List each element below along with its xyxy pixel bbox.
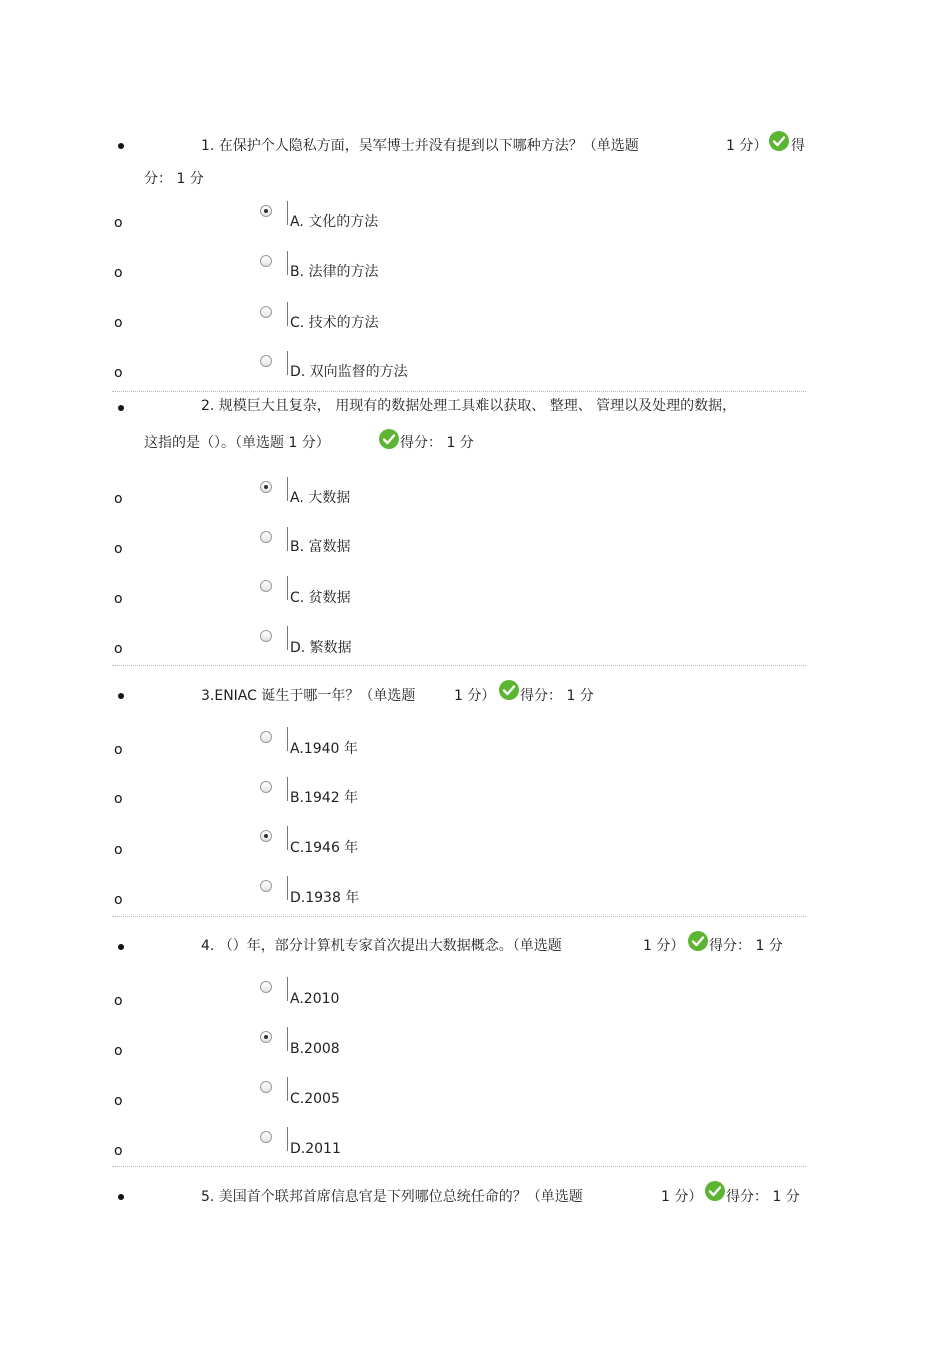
check-circle-icon <box>379 429 399 449</box>
question-3-points: 1 分） <box>454 688 496 704</box>
divider <box>287 576 288 600</box>
option-label: D. 双向监督的方法 <box>290 364 408 380</box>
radio-button[interactable] <box>260 880 272 892</box>
divider <box>287 826 288 850</box>
list-marker: o <box>114 315 123 331</box>
list-marker: o <box>114 491 123 507</box>
radio-button[interactable] <box>260 830 272 842</box>
radio-button[interactable] <box>260 731 272 743</box>
radio-button[interactable] <box>260 981 272 993</box>
divider <box>287 201 288 225</box>
list-marker: o <box>114 791 123 807</box>
list-marker: o <box>114 1043 123 1059</box>
separator <box>112 916 806 917</box>
radio-button[interactable] <box>260 1131 272 1143</box>
radio-button[interactable] <box>260 531 272 543</box>
option-label: D. 繁数据 <box>290 640 352 656</box>
question-1-score-head: 得 <box>791 138 805 154</box>
question-1-text: 1. 在保护个人隐私方面，吴军博士并没有提到以下哪种方法？（单选题 <box>201 138 639 154</box>
list-marker: o <box>114 541 123 557</box>
question-4-points: 1 分） <box>643 938 685 954</box>
option-label: C. 贫数据 <box>290 590 351 606</box>
question-3-text: 3.ENIAC 诞生于哪一年？（单选题 <box>201 688 416 704</box>
list-bullet <box>118 693 124 699</box>
radio-button[interactable] <box>260 580 272 592</box>
list-marker: o <box>114 1143 123 1159</box>
radio-button[interactable] <box>260 306 272 318</box>
check-circle-icon <box>705 1181 725 1201</box>
list-marker: o <box>114 591 123 607</box>
divider <box>287 876 288 900</box>
option-label: B. 法律的方法 <box>290 264 379 280</box>
question-1-score: 分： 1 分 <box>144 171 204 187</box>
question-2-line2: 这指的是（）。（单选题 1 分） <box>144 435 330 451</box>
check-circle-icon <box>688 931 708 951</box>
option-label: B.2008 <box>290 1041 340 1057</box>
question-5-text: 5. 美国首个联邦首席信息官是下列哪位总统任命的？（单选题 <box>201 1189 583 1205</box>
option-label: A.1940 年 <box>290 741 358 757</box>
list-marker: o <box>114 1093 123 1109</box>
divider <box>287 727 288 751</box>
check-circle-icon <box>769 131 789 151</box>
radio-button[interactable] <box>260 355 272 367</box>
option-label: A.2010 <box>290 991 340 1007</box>
question-3-score: 得分： 1 分 <box>520 688 594 704</box>
list-marker: o <box>114 365 123 381</box>
divider <box>287 1077 288 1101</box>
option-label: B.1942 年 <box>290 790 359 806</box>
divider <box>287 302 288 326</box>
separator <box>112 665 806 666</box>
radio-button[interactable] <box>260 255 272 267</box>
radio-button[interactable] <box>260 205 272 217</box>
divider <box>287 977 288 1001</box>
separator <box>112 1166 806 1167</box>
option-label: D.2011 <box>290 1141 341 1157</box>
divider <box>287 626 288 650</box>
list-bullet <box>118 405 124 411</box>
divider <box>287 527 288 551</box>
divider <box>287 1027 288 1051</box>
divider <box>287 777 288 801</box>
radio-button[interactable] <box>260 630 272 642</box>
check-circle-icon <box>499 680 519 700</box>
question-2-score: 得分： 1 分 <box>400 435 474 451</box>
list-marker: o <box>114 742 123 758</box>
list-marker: o <box>114 215 123 231</box>
question-5-points: 1 分） <box>661 1189 703 1205</box>
separator <box>112 391 806 392</box>
list-marker: o <box>114 892 123 908</box>
list-marker: o <box>114 842 123 858</box>
divider <box>287 477 288 501</box>
option-label: A. 大数据 <box>290 490 351 506</box>
list-marker: o <box>114 265 123 281</box>
question-1-points: 1 分） <box>726 138 768 154</box>
list-marker: o <box>114 641 123 657</box>
divider <box>287 251 288 275</box>
option-label: D.1938 年 <box>290 890 360 906</box>
radio-button[interactable] <box>260 1031 272 1043</box>
divider <box>287 1127 288 1151</box>
radio-button[interactable] <box>260 781 272 793</box>
list-bullet <box>118 944 124 950</box>
option-label: A. 文化的方法 <box>290 214 379 230</box>
list-bullet <box>118 1194 124 1200</box>
option-label: C.1946 年 <box>290 840 359 856</box>
question-5-score: 得分： 1 分 <box>726 1189 800 1205</box>
option-label: B. 富数据 <box>290 539 351 555</box>
question-4-score: 得分： 1 分 <box>709 938 783 954</box>
radio-button[interactable] <box>260 1081 272 1093</box>
option-label: C.2005 <box>290 1091 340 1107</box>
radio-button[interactable] <box>260 481 272 493</box>
list-bullet <box>118 143 124 149</box>
divider <box>287 351 288 375</box>
list-marker: o <box>114 993 123 1009</box>
option-label: C. 技术的方法 <box>290 315 379 331</box>
question-4-text: 4. （）年，部分计算机专家首次提出大数据概念。（单选题 <box>201 938 562 954</box>
question-2-text: 2. 规模巨大且复杂， 用现有的数据处理工具难以获取、 整理、 管理以及处理的数据， <box>201 398 737 414</box>
